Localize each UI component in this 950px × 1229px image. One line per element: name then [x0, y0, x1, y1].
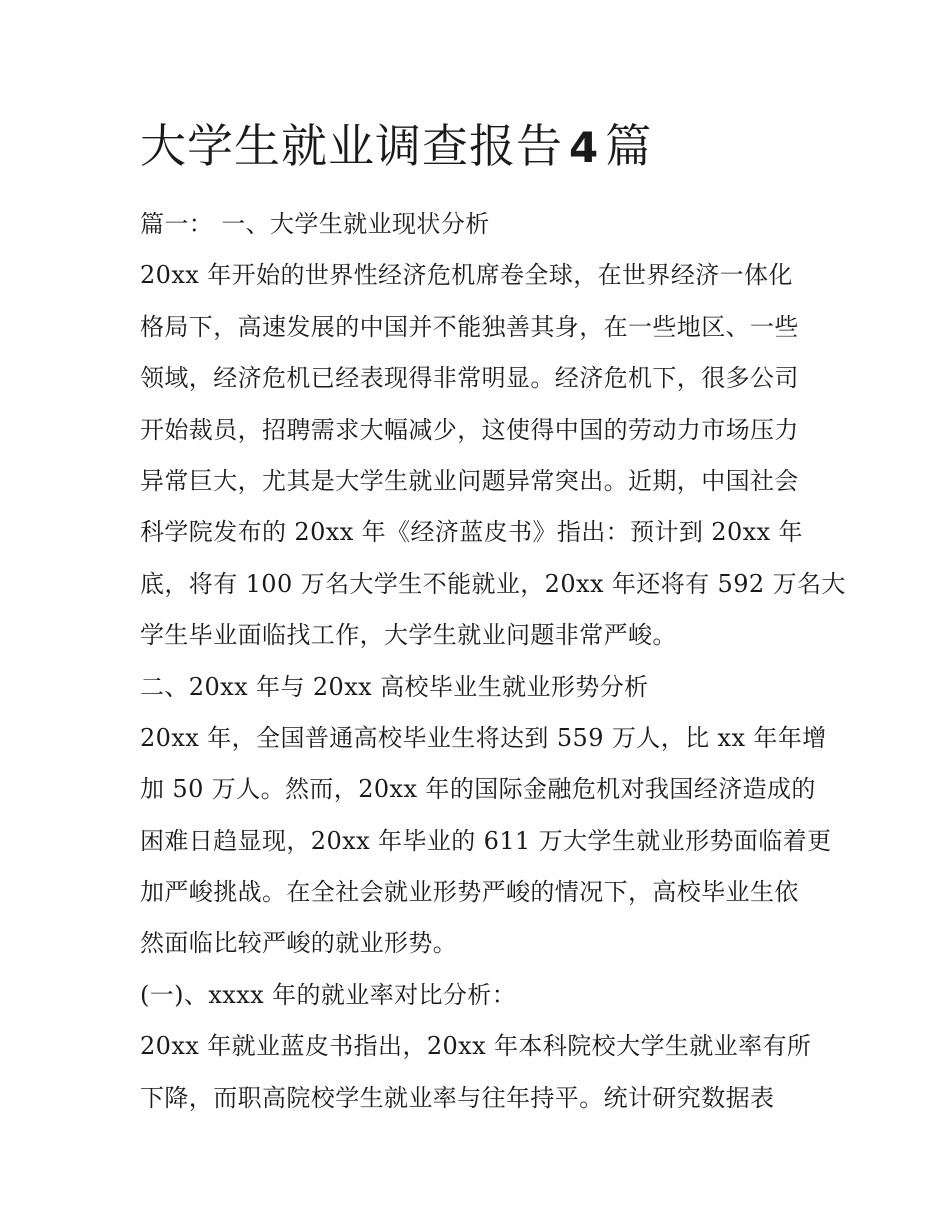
- document-title: [140, 118, 652, 176]
- paragraph-line: 开始裁员，招聘需求大幅减少，这使得中国的劳动力市场压力: [140, 415, 799, 444]
- section-heading: 篇一： 一、大学生就业现状分析: [140, 210, 490, 238]
- document-body: [140, 199, 846, 1124]
- paragraph-line: 下降，而职高院校学生就业率与往年持平。统计研究数据表: [140, 1083, 775, 1112]
- paragraph-line: 20xx 年开始的世界性经济危机席卷全球，在世界经济一体化: [140, 261, 793, 290]
- paragraph-line: 领域，经济危机已经表现得非常明显。经济危机下，很多公司: [140, 364, 799, 393]
- title-number: 4: [569, 123, 600, 172]
- section-heading: 二、20xx 年与 20xx 高校毕业生就业形势分析: [140, 672, 649, 701]
- title-suffix: 篇: [605, 119, 653, 173]
- paragraph-line: 20xx 年，全国普通高校毕业生将达到 559 万人，比 xx 年年增: [140, 723, 827, 752]
- subsection-heading: (一)、xxxx 年的就业率对比分析：: [140, 980, 517, 1009]
- paragraph-line: 困难日趋显现，20xx 年毕业的 611 万大学生就业形势面临着更: [140, 826, 832, 855]
- paragraph-line: 科学院发布的 20xx 年《经济蓝皮书》指出：预计到 20xx 年: [140, 518, 803, 547]
- paragraph-line: 20xx 年就业蓝皮书指出，20xx 年本科院校大学生就业率有所: [140, 1032, 812, 1061]
- paragraph-line: 底，将有 100 万名大学生不能就业，20xx 年还将有 592 万名大: [140, 569, 846, 598]
- paragraph-line: 加严峻挑战。在全社会就业形势严峻的情况下，高校毕业生依: [140, 878, 799, 907]
- paragraph-line: 格局下，高速发展的中国并不能独善其身，在一些地区、一些: [140, 312, 799, 341]
- paragraph-line: 加 50 万人。然而，20xx 年的国际金融危机对我国经济造成的: [140, 775, 816, 804]
- paragraph-line: 学生毕业面临找工作，大学生就业问题非常严峻。: [140, 621, 677, 650]
- paragraph-line: 然面临比较严峻的就业形势。: [140, 929, 458, 958]
- paragraph-line: 异常巨大，尤其是大学生就业问题异常突出。近期，中国社会: [140, 466, 799, 495]
- title-text: 大学生就业调查报告: [140, 119, 563, 173]
